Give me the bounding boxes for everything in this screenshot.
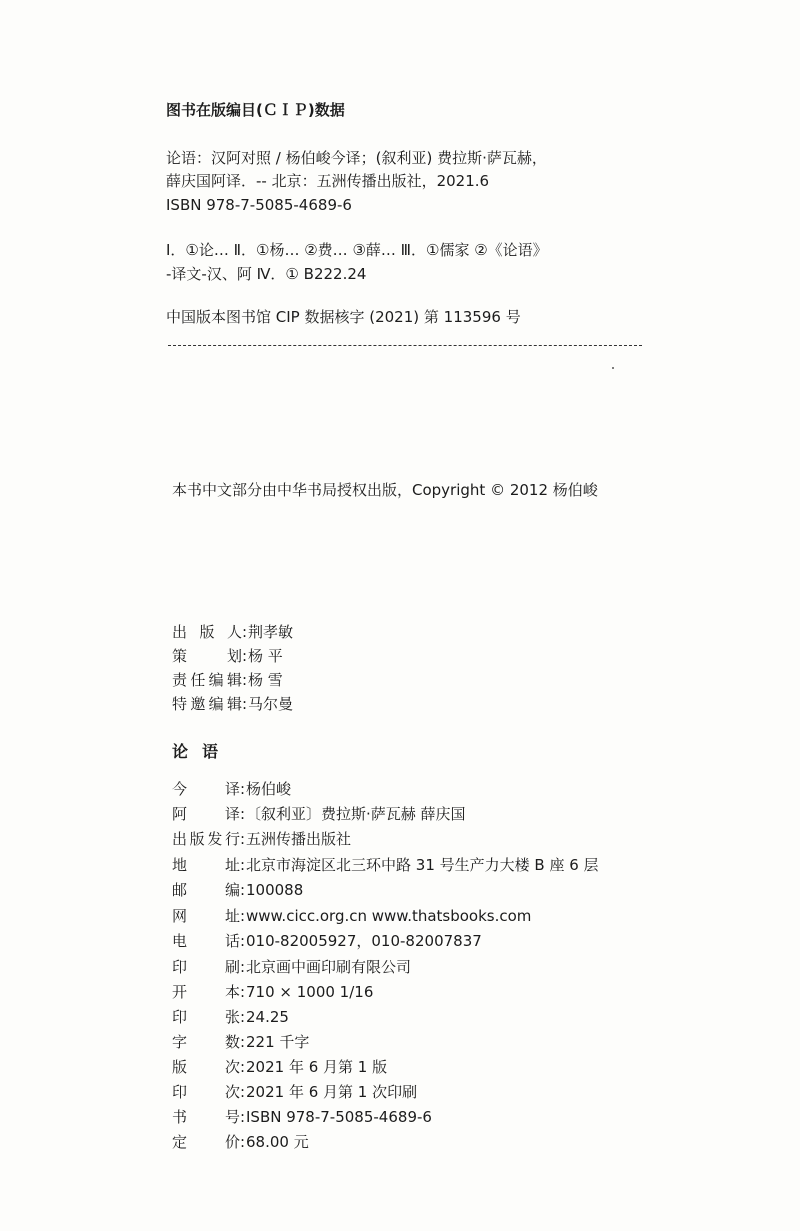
info-colon: : xyxy=(240,1133,246,1151)
info-row-publisher xyxy=(172,829,351,849)
info-label: 地址 xyxy=(172,856,240,874)
info-value: 68.00 元 xyxy=(246,1133,309,1151)
info-row-address xyxy=(172,855,599,875)
info-label: 定价 xyxy=(172,1133,240,1151)
info-colon: : xyxy=(240,932,246,950)
stray-dot xyxy=(612,367,614,369)
cip-classification-2: -译文-汉、阿 Ⅳ．① B222.24 xyxy=(166,265,367,283)
info-label: 印次 xyxy=(172,1083,240,1101)
info-colon: : xyxy=(240,856,246,874)
info-label: 出版发行 xyxy=(172,830,240,848)
info-colon: : xyxy=(240,1108,246,1126)
info-row-price xyxy=(172,1132,309,1152)
info-colon: : xyxy=(240,958,246,976)
info-colon: : xyxy=(240,780,246,798)
info-label: 印刷 xyxy=(172,958,240,976)
dashed-divider xyxy=(168,345,642,346)
staff-row-editor xyxy=(172,670,283,690)
info-colon: : xyxy=(240,1083,246,1101)
info-label: 今译 xyxy=(172,780,240,798)
info-row-modern-translator xyxy=(172,779,291,799)
info-value: www.cicc.org.cn www.thatsbooks.com xyxy=(246,907,532,925)
info-value: 221 千字 xyxy=(246,1033,310,1051)
cip-title: 图书在版编目(ＣＩＰ)数据 xyxy=(166,101,345,119)
info-row-sheets xyxy=(172,1007,289,1027)
staff-value: 马尔曼 xyxy=(248,695,294,713)
info-value: 2021 年 6 月第 1 次印刷 xyxy=(246,1083,418,1101)
info-value: 010-82005927，010-82007837 xyxy=(246,932,482,950)
staff-value: 荆孝敏 xyxy=(248,623,294,641)
staff-label: 特邀编辑 xyxy=(172,695,242,713)
info-label: 网址 xyxy=(172,907,240,925)
info-value: 〔叙利亚〕费拉斯·萨瓦赫 薛庆国 xyxy=(246,805,466,823)
staff-label: 策划 xyxy=(172,647,242,665)
book-title: 论语 xyxy=(172,742,233,761)
staff-colon: : xyxy=(242,671,248,689)
info-colon: : xyxy=(240,881,246,899)
info-value: 北京市海淀区北三环中路 31 号生产力大楼 B 座 6 层 xyxy=(246,856,599,874)
info-label: 邮编 xyxy=(172,881,240,899)
staff-colon: : xyxy=(242,695,248,713)
staff-colon: : xyxy=(242,623,248,641)
info-value: 24.25 xyxy=(246,1008,289,1026)
staff-value: 杨 平 xyxy=(248,647,283,665)
info-row-format xyxy=(172,982,373,1002)
info-colon: : xyxy=(240,907,246,925)
info-label: 版次 xyxy=(172,1058,240,1076)
cip-isbn: ISBN 978-7-5085-4689-6 xyxy=(166,196,352,214)
info-colon: : xyxy=(240,983,246,1001)
info-row-arabic-translator xyxy=(172,804,466,824)
info-colon: : xyxy=(240,1008,246,1026)
info-row-edition xyxy=(172,1057,387,1077)
info-label: 电话 xyxy=(172,932,240,950)
info-label: 阿译 xyxy=(172,805,240,823)
info-label: 印张 xyxy=(172,1008,240,1026)
info-label: 字数 xyxy=(172,1033,240,1051)
staff-value: 杨 雪 xyxy=(248,671,283,689)
info-value: 北京画中画印刷有限公司 xyxy=(246,958,412,976)
staff-row-guest-editor xyxy=(172,694,293,714)
info-value: 2021 年 6 月第 1 版 xyxy=(246,1058,388,1076)
license-statement: 本书中文部分由中华书局授权出版，Copyright © 2012 杨伯峻 xyxy=(172,481,598,499)
info-value: ISBN 978-7-5085-4689-6 xyxy=(246,1108,432,1126)
info-colon: : xyxy=(240,830,246,848)
info-label: 开本 xyxy=(172,983,240,1001)
cip-line-1: 论语：汉阿对照 / 杨伯峻今译；(叙利亚) 费拉斯·萨瓦赫， xyxy=(166,149,547,167)
info-row-printing xyxy=(172,1082,417,1102)
info-row-printer xyxy=(172,957,411,977)
staff-label: 责任编辑 xyxy=(172,671,242,689)
info-value: 杨伯峻 xyxy=(246,780,292,798)
info-row-isbn xyxy=(172,1107,432,1127)
staff-colon: : xyxy=(242,647,248,665)
info-colon: : xyxy=(240,805,246,823)
cip-classification-1: Ⅰ．①论… Ⅱ．①杨… ②费… ③薛… Ⅲ．①儒家 ②《论语》 xyxy=(166,241,548,259)
staff-row-publisher xyxy=(172,622,293,642)
info-value: 710 × 1000 1/16 xyxy=(246,983,374,1001)
staff-label: 出版人 xyxy=(172,623,242,641)
info-value: 五洲传播出版社 xyxy=(246,830,352,848)
info-row-word-count xyxy=(172,1032,309,1052)
info-row-postcode xyxy=(172,880,303,900)
info-row-website xyxy=(172,906,531,926)
cip-record-number: 中国版本图书馆 CIP 数据核字 (2021) 第 113596 号 xyxy=(166,308,521,326)
cip-line-2: 薛庆国阿译．-- 北京：五洲传播出版社，2021.6 xyxy=(166,172,490,190)
info-row-phone xyxy=(172,931,482,951)
staff-row-planner xyxy=(172,646,283,666)
info-label: 书号 xyxy=(172,1108,240,1126)
info-value: 100088 xyxy=(246,881,304,899)
info-colon: : xyxy=(240,1033,246,1051)
info-colon: : xyxy=(240,1058,246,1076)
